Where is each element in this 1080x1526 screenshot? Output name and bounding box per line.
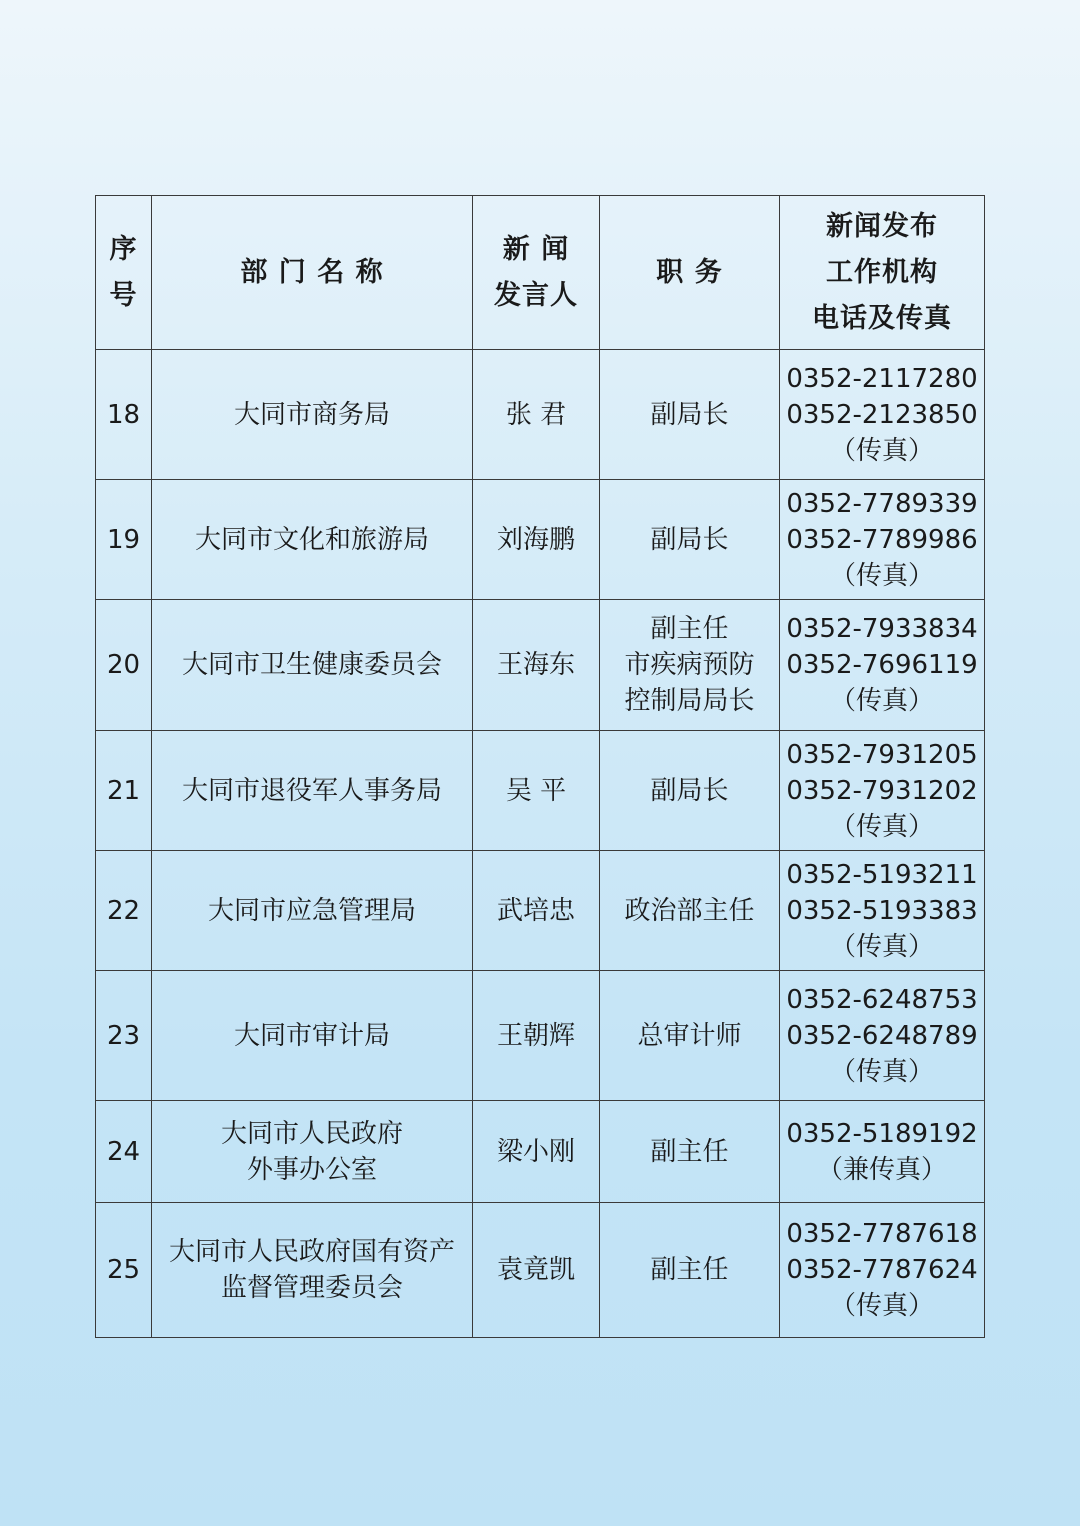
row-position: 总审计师	[600, 971, 780, 1101]
row-seq: 22	[96, 851, 152, 971]
row-position: 副主任	[600, 1101, 780, 1203]
row-spokesperson: 吴 平	[473, 731, 600, 851]
header-seq: 序 号	[96, 196, 152, 350]
row-position: 副局长	[600, 350, 780, 480]
row-dept: 大同市卫生健康委员会	[152, 600, 473, 731]
row-seq: 20	[96, 600, 152, 731]
row-dept: 大同市审计局	[152, 971, 473, 1101]
header-spokesperson: 新 闻 发言人	[473, 196, 600, 350]
row-spokesperson: 张 君	[473, 350, 600, 480]
row-seq: 18	[96, 350, 152, 480]
row-dept: 大同市人民政府 外事办公室	[152, 1101, 473, 1203]
row-spokesperson: 王朝辉	[473, 971, 600, 1101]
row-contact: 0352-5189192 （兼传真）	[780, 1101, 985, 1203]
row-contact: 0352-7789339 0352-7789986 （传真）	[780, 480, 985, 600]
row-seq: 25	[96, 1203, 152, 1338]
row-contact: 0352-5193211 0352-5193383 （传真）	[780, 851, 985, 971]
table-row	[96, 1203, 985, 1338]
table-row	[96, 480, 985, 600]
header-contact: 新闻发布 工作机构 电话及传真	[780, 196, 985, 350]
row-contact: 0352-6248753 0352-6248789 （传真）	[780, 971, 985, 1101]
table-row	[96, 731, 985, 851]
row-dept: 大同市商务局	[152, 350, 473, 480]
table-row	[96, 1101, 985, 1203]
row-position: 副局长	[600, 480, 780, 600]
header-position: 职 务	[600, 196, 780, 350]
row-spokesperson: 王海东	[473, 600, 600, 731]
row-dept: 大同市人民政府国有资产 监督管理委员会	[152, 1203, 473, 1338]
row-contact: 0352-2117280 0352-2123850 （传真）	[780, 350, 985, 480]
row-position: 政治部主任	[600, 851, 780, 971]
row-dept: 大同市文化和旅游局	[152, 480, 473, 600]
table-row	[96, 971, 985, 1101]
row-spokesperson: 袁竟凯	[473, 1203, 600, 1338]
row-seq: 19	[96, 480, 152, 600]
row-position: 副局长	[600, 731, 780, 851]
row-dept: 大同市应急管理局	[152, 851, 473, 971]
row-spokesperson: 武培忠	[473, 851, 600, 971]
row-dept: 大同市退役军人事务局	[152, 731, 473, 851]
table-row	[96, 350, 985, 480]
row-contact: 0352-7931205 0352-7931202 （传真）	[780, 731, 985, 851]
row-spokesperson: 梁小刚	[473, 1101, 600, 1203]
row-seq: 24	[96, 1101, 152, 1203]
row-contact: 0352-7787618 0352-7787624 （传真）	[780, 1203, 985, 1338]
row-seq: 21	[96, 731, 152, 851]
header-dept: 部 门 名 称	[152, 196, 473, 350]
row-position: 副主任	[600, 1203, 780, 1338]
row-spokesperson: 刘海鹏	[473, 480, 600, 600]
row-contact: 0352-7933834 0352-7696119 （传真）	[780, 600, 985, 731]
row-seq: 23	[96, 971, 152, 1101]
header-row	[96, 196, 985, 350]
row-position: 副主任 市疾病预防 控制局局长	[600, 600, 780, 731]
spokesperson-contact-table	[95, 195, 985, 1338]
table-row	[96, 851, 985, 971]
table-row	[96, 600, 985, 731]
